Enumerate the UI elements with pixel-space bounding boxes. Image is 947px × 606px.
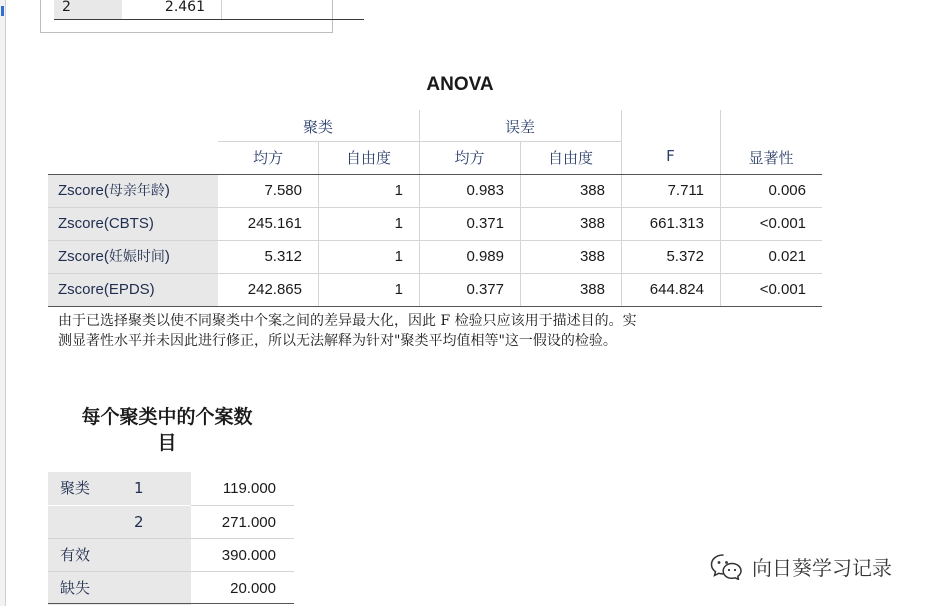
table-row [48,472,294,505]
cluster-ms-cell: 245.161 [247,215,302,232]
body-vsep [318,175,319,306]
cluster-number: 2 [134,513,144,531]
cluster-df-cell: 1 [394,281,403,298]
cluster-df-cell: 1 [394,182,403,199]
header-vsep [621,110,622,174]
f-cell: 7.711 [667,182,704,199]
body-vsep [419,175,420,306]
row-label: Zscore(母亲年龄) [48,175,218,207]
cluster-ms-cell: 242.865 [247,281,302,298]
header-sig: 显著性 [748,149,794,167]
footnote-line: 由于已选择聚类以使不同聚类中个案之间的差异最大化，因此 F 检验只应该用于描述目的。实 [58,313,637,329]
cluster-label: 聚类 [60,479,91,497]
count-value: 271.000 [221,514,276,531]
table-row [48,274,822,306]
missing-value: 20.000 [230,580,276,597]
header-vsep [520,142,521,174]
watermark [710,548,892,584]
header-vsep [318,142,319,174]
error-df-cell: 388 [579,215,605,232]
table-row [48,208,822,240]
sig-cell: 0.006 [768,182,806,199]
row-label: Zscore(妊娠时间) [48,241,218,273]
error-df-cell: 388 [579,248,605,265]
header-vsep [720,110,721,174]
f-cell: 5.372 [666,248,704,265]
table-row [48,539,294,572]
f-cell: 661.313 [649,215,704,232]
missing-label: 缺失 [48,572,191,605]
cluster-ms-cell: 5.312 [264,248,302,265]
counts-bottom-line [48,603,294,604]
cluster-df-cell: 1 [394,248,403,265]
header-cluster: 聚类 [302,118,333,136]
table-row [48,506,294,539]
table-row [48,241,822,273]
selection-marker [1,6,4,16]
error-ms-cell: 0.377 [466,281,504,298]
header-error-df: 自由度 [547,149,593,167]
sig-cell: <0.001 [759,281,806,298]
table-row [48,175,822,207]
table-bottom-line [48,306,822,307]
error-ms-cell: 0.989 [466,248,504,265]
footnote-line: 测显著性水平并未因此进行修正，所以无法解释为针对"聚类平均值相等"这一假设的检验。 [58,333,617,349]
title-line: 目 [157,432,177,454]
header-cluster-df: 自由度 [345,149,391,167]
f-cell: 644.824 [649,281,704,298]
error-df-cell: 388 [579,182,605,199]
valid-value: 390.000 [221,547,276,564]
header-error-ms: 均方 [454,149,485,167]
cluster-number: 1 [134,479,144,497]
cluster-label-cell [48,506,191,539]
previous-table-frame [40,0,333,33]
valid-label: 有效 [48,539,191,572]
header-f: F [666,147,675,165]
previous-table-row [54,0,364,20]
header-cluster-ms: 均方 [252,149,283,167]
anova-footnote [58,311,818,351]
cluster-label-cell [48,472,191,505]
table-row [48,572,294,605]
body-vsep [520,175,521,306]
row-label: Zscore(EPDS) [48,274,218,306]
header-vsep [419,110,420,174]
cluster-df-cell: 1 [394,215,403,232]
wechat-icon [710,552,744,580]
body-vsep [720,175,721,306]
header-error: 误差 [504,118,535,136]
body-vsep [621,175,622,306]
anova-title: ANOVA [426,74,494,95]
error-ms-cell: 0.983 [466,182,504,199]
count-value: 119.000 [222,480,276,497]
watermark-text: 向日葵学习记录 [752,555,892,580]
left-panel-edge [0,0,6,606]
title-line: 每个聚类中的个案数 [81,406,253,428]
sig-cell: <0.001 [759,215,806,232]
error-ms-cell: 0.371 [466,215,504,232]
error-df-cell: 388 [579,281,605,298]
row-label: Zscore(CBTS) [48,208,218,240]
cluster-counts-title [52,404,282,456]
sig-cell: 0.021 [768,248,806,265]
previous-row-value: 2.461 [122,0,222,19]
cluster-ms-cell: 7.580 [264,182,302,199]
previous-row-label: 2 [54,0,122,19]
previous-row-empty [222,0,322,19]
